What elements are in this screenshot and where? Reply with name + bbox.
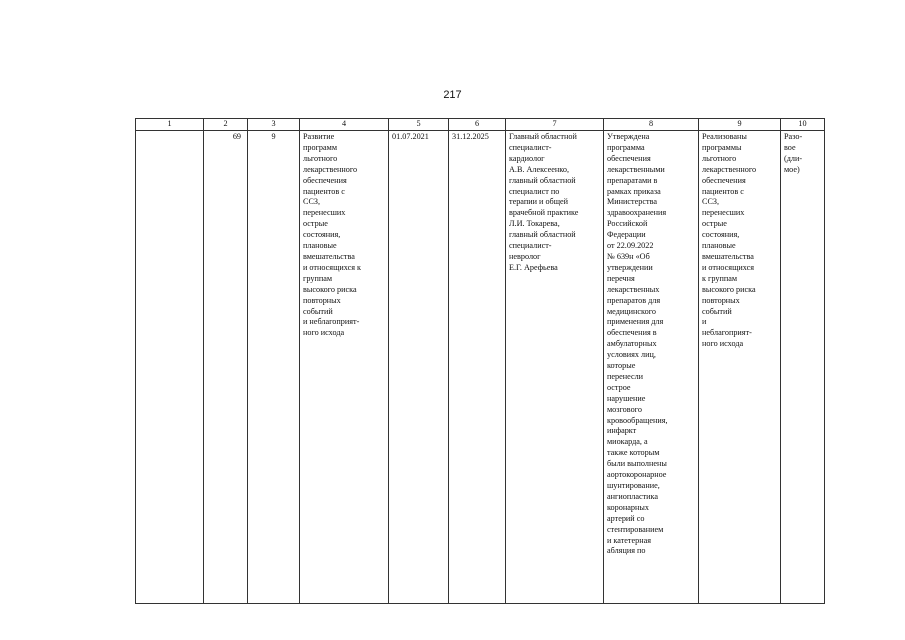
table-header-row [136,119,825,131]
document-table [135,118,825,604]
table-row [136,131,825,604]
column-number-4: 4 [300,119,389,131]
cell-row-number: 69 [204,131,248,604]
cell-frequency: Разо- вое (дли- мое) [781,131,825,604]
column-number-1: 1 [136,119,204,131]
cell-start-date: 01.07.2021 [389,131,449,604]
cell-measure-name: Развитие программ льготного лекарственного обеспечения пациентов с ССЗ, перенесших острые состояния, плановые вмешательства и относящихся к группам высокого риска повторных событий и неблагоприят- ного исхода [300,131,389,604]
column-number-3: 3 [248,119,300,131]
column-number-9: 9 [699,119,781,131]
column-number-5: 5 [389,119,449,131]
cell-responsible: Главный областной специалист- кардиолог А.В. Алексеенко, главный областной специалист по терапии и общей врачебной практике Л.И. Токарева, главный областной специалист- невролог Е.Г. Арефьева [506,131,604,604]
column-number-2: 2 [204,119,248,131]
cell-item-number: 9 [248,131,300,604]
column-number-6: 6 [449,119,506,131]
column-number-7: 7 [506,119,604,131]
column-number-10: 10 [781,119,825,131]
cell-end-date: 31.12.2025 [449,131,506,604]
cell-result: Утверждена программа обеспечения лекарственными препаратами в рамках приказа Министерства здравоохранения Российской Федерации от 22.09.2022 № 639н «Об утверждении перечня лекарственных препаратов для медицинского применения для обеспечения в амбулаторных условиях лиц, которые перенесли острое нарушение мозгового кровообращения, инфаркт миокарда, а также которым были выполнены аортокоронарное шунтирование, ангиопластика коронарных артерий со стентированием и катетерная абляция по [604,131,699,604]
cell-outcome: Реализованы программы льготного лекарственного обеспечения пациентов с ССЗ, перенесших острые состояния, плановые вмешательства и относящихся к группам высокого риска повторных событий и неблагоприят- ного исхода [699,131,781,604]
cell-empty [136,131,204,604]
column-number-8: 8 [604,119,699,131]
page-number: 217 [443,89,462,101]
